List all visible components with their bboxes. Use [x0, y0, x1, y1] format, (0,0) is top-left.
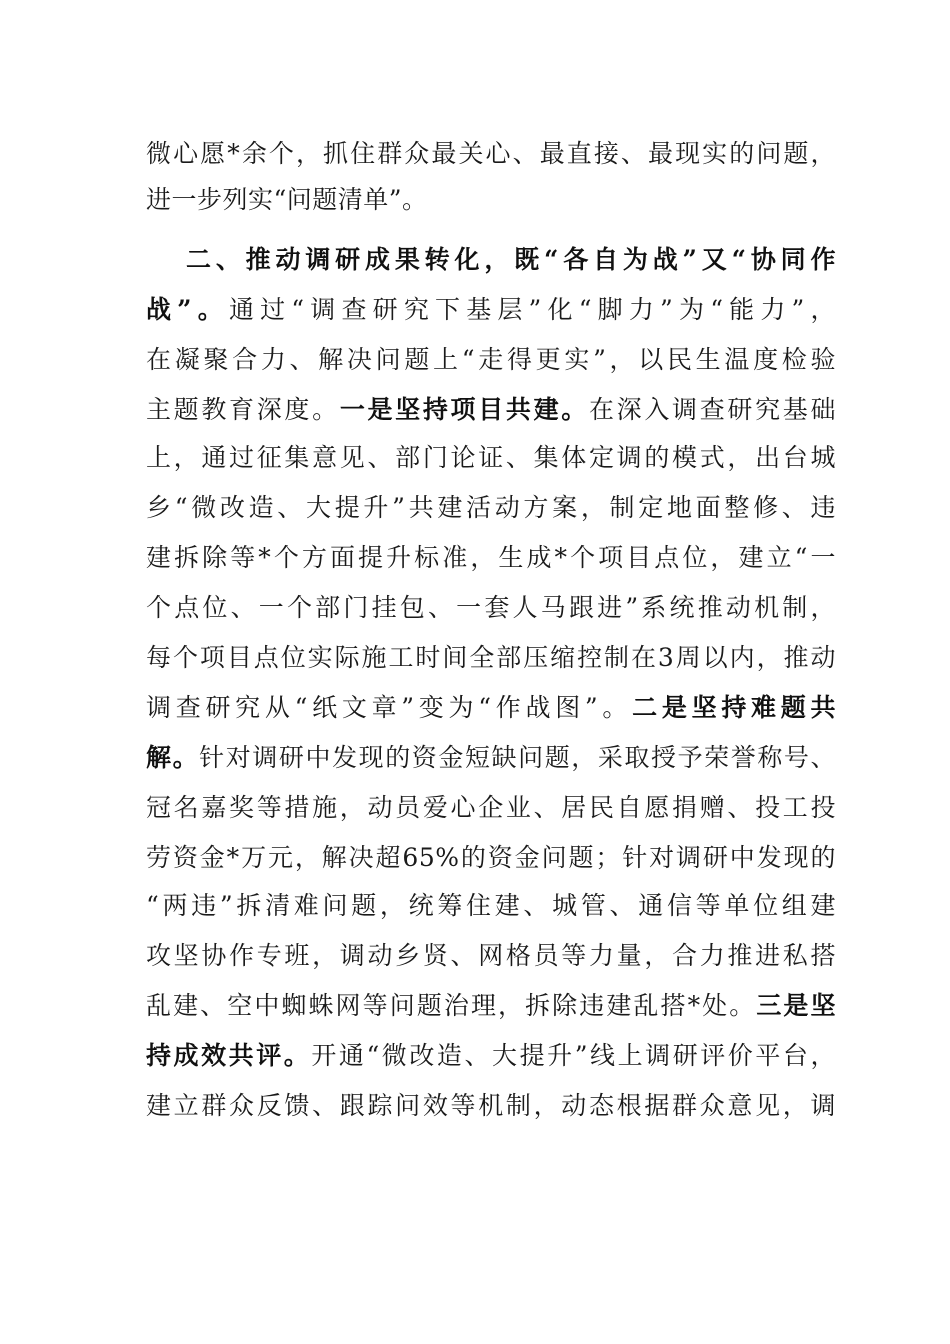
subheading: 一是坚持项目共建。 [339, 395, 589, 424]
text-segment: 进一步列实“问题清单”。 [146, 185, 428, 214]
text-segment: 通过“调查研究下基层”化“脚力”为“能力”， [228, 295, 836, 324]
section-heading-line [186, 240, 836, 280]
text-line [146, 738, 836, 778]
text-line [146, 886, 836, 926]
subheading: 解。 [146, 743, 200, 772]
text-segment: 微心愿*余个，抓住群众最关心、最直接、最现实的问题， [146, 139, 836, 168]
section-heading: 二、推动调研成果转化，既“各自为战”又“协同作 [186, 245, 836, 274]
text-segment: 调查研究从“纸文章”变为“作战图”。 [146, 693, 633, 722]
text-line [146, 290, 836, 330]
text-line [146, 438, 836, 478]
text-line [146, 788, 836, 828]
text-line [146, 1086, 836, 1126]
text-line [146, 1036, 836, 1076]
text-line [146, 134, 836, 174]
subheading: 三是坚 [756, 991, 836, 1020]
text-segment: 个点位、一个部门挂包、一套人马跟进”系统推动机制， [146, 593, 836, 622]
text-segment: 开通“微改造、大提升”线上调研评价平台， [311, 1041, 836, 1070]
text-line [146, 688, 836, 728]
subheading: 二是坚持难题共 [632, 693, 836, 722]
text-line [146, 390, 836, 430]
text-segment: 在深入调查研究基础 [588, 395, 836, 424]
section-heading: 战”。 [146, 295, 229, 324]
text-line [146, 538, 836, 578]
text-segment: 冠名嘉奖等措施，动员爱心企业、居民自愿捐赠、投工投 [146, 793, 836, 822]
text-segment: 每个项目点位实际施工时间全部压缩控制在3周以内，推动 [146, 643, 836, 672]
text-segment: 乡“微改造、大提升”共建活动方案，制定地面整修、违 [146, 493, 836, 522]
text-segment: 乱建、空中蜘蛛网等问题治理，拆除违建乱搭*处。 [146, 991, 757, 1020]
subheading: 持成效共评。 [146, 1041, 312, 1070]
text-segment: 建拆除等*个方面提升标准，生成*个项目点位，建立“一 [146, 543, 836, 572]
text-line [146, 838, 836, 878]
text-segment: 主题教育深度。 [146, 395, 340, 424]
text-line [146, 986, 836, 1026]
text-line [146, 488, 836, 528]
text-line [146, 588, 836, 628]
text-line [146, 340, 836, 380]
text-segment: 劳资金*万元，解决超65%的资金问题；针对调研中发现的 [146, 843, 836, 872]
text-segment: “两违”拆清难问题，统筹住建、城管、通信等单位组建 [146, 891, 836, 920]
text-segment: 上，通过征集意见、部门论证、集体定调的模式，出台城 [146, 443, 836, 472]
text-segment: 攻坚协作专班，调动乡贤、网格员等力量，合力推进私搭 [146, 941, 836, 970]
text-line [146, 936, 836, 976]
text-line [146, 638, 836, 678]
text-segment: 建立群众反馈、跟踪问效等机制，动态根据群众意见，调 [146, 1091, 836, 1120]
text-segment: 针对调研中发现的资金短缺问题，采取授予荣誉称号、 [199, 743, 836, 772]
text-segment: 在凝聚合力、解决问题上“走得更实”，以民生温度检验 [146, 345, 836, 374]
text-line [146, 180, 836, 220]
